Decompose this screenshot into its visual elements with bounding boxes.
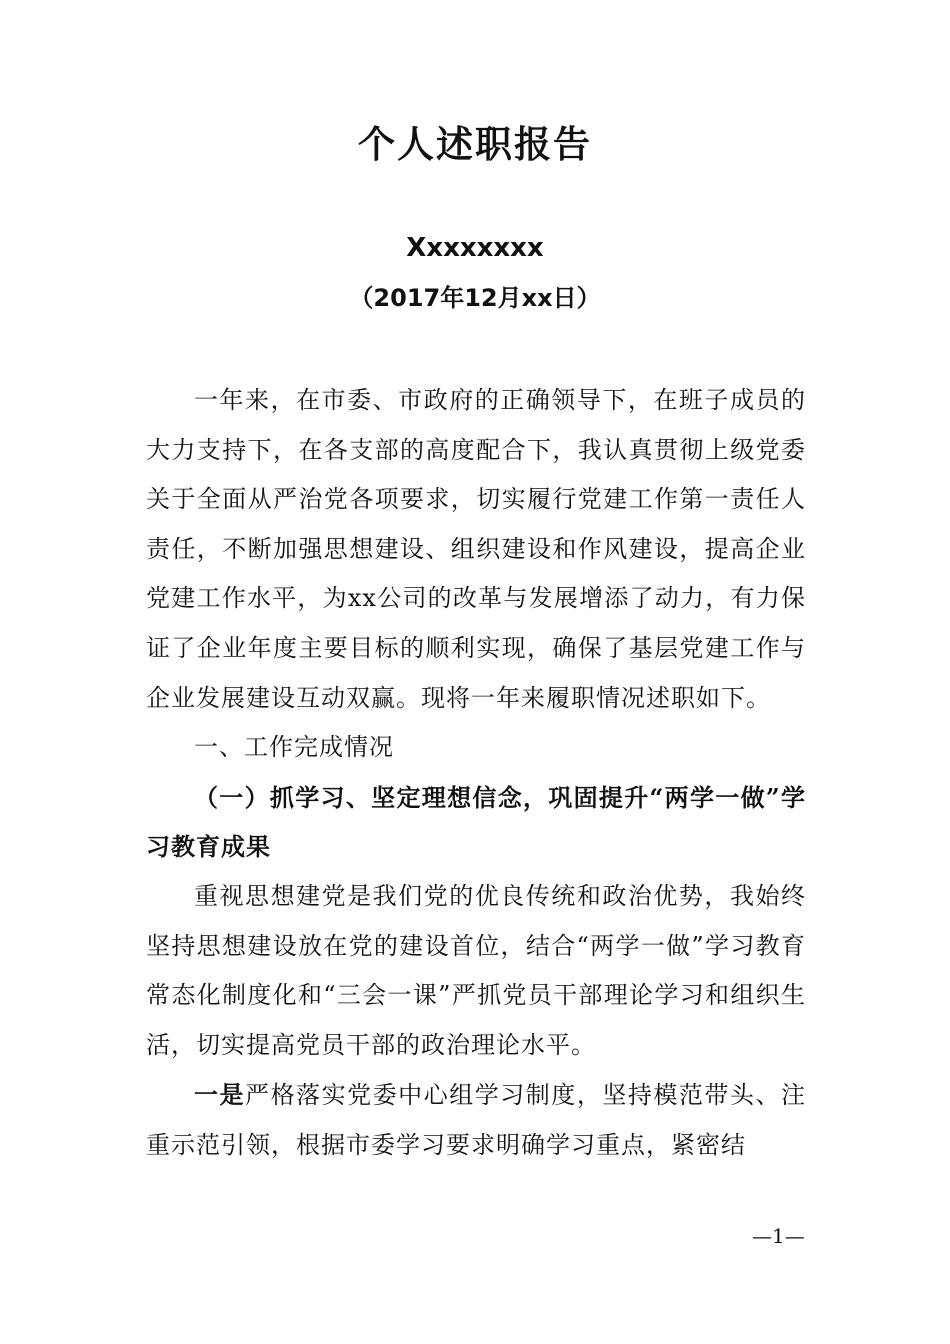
point-lead: 一是: [194, 1080, 246, 1110]
subsection-paragraph: 重视思想建党是我们党的优良传统和政治优势，我始终坚持思想建设放在党的建设首位，结合“两学一做”学习教育常态化制度化和“三会一课”严抓党员干部理论学习和组织生活，切实提高党员干部的政治理论水平。: [146, 881, 806, 1059]
point-paragraph: [146, 1070, 806, 1170]
document-title: 个人述职报告: [358, 122, 592, 166]
document-author: Xxxxxxxx: [406, 233, 544, 263]
page-number: —1—: [752, 1224, 805, 1248]
subsection-heading: （一）抓学习、坚定理想信念，巩固提升“两学一做”学习教育成果: [146, 782, 806, 862]
document-body: [146, 376, 806, 1171]
document-date: （2017年12月xx日）: [349, 284, 601, 312]
point-text: 严格落实党委中心组学习制度，坚持模范带头、注重示范引领，根据市委学习要求明确学习重点，紧密结: [146, 1081, 807, 1159]
section-heading: 一、工作完成情况: [194, 733, 394, 762]
intro-paragraph: 一年来，在市委、市政府的正确领导下，在班子成员的大力支持下，在各支部的高度配合下，我认真贯彻上级党委关于全面从严治党各项要求，切实履行党建工作第一责任人责任，不断加强思想建设、组织建设和作风建设，提高企业党建工作水平，为xx公司的改革与发展增添了动力，有力保证了企业年度主要目标的顺利实现，确保了基层党建工作与企业发展建设互动双赢。现将一年来履职情况述职如下。: [146, 386, 806, 712]
